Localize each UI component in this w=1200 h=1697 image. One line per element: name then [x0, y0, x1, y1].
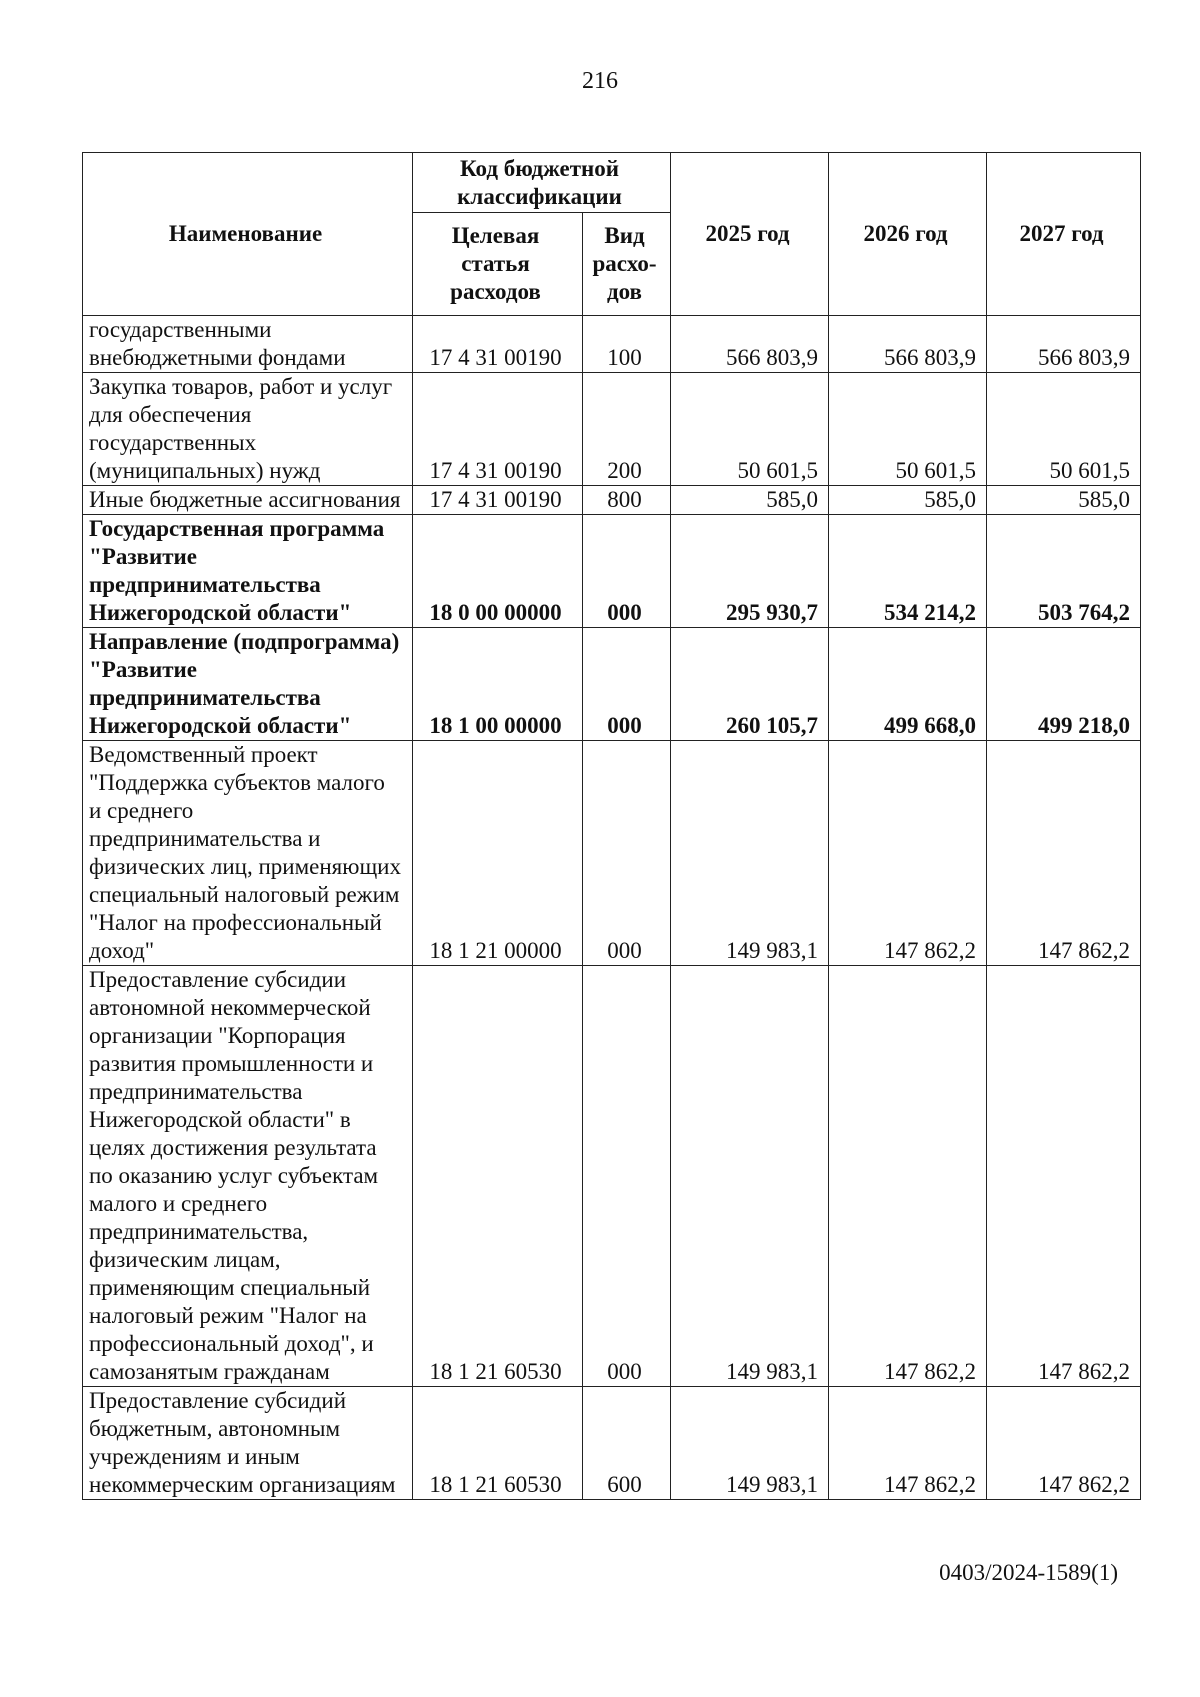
row-type: 000: [583, 628, 671, 741]
row-2025: 149 983,1: [671, 1387, 829, 1500]
header-target-article: Целевая статья расходов: [413, 213, 583, 316]
row-2026: 147 862,2: [829, 966, 987, 1387]
row-2026: 50 601,5: [829, 373, 987, 486]
row-2027: 585,0: [987, 486, 1141, 515]
header-2027: 2027 год: [987, 153, 1141, 316]
row-name: Предоставление субсидии автономной некоммерческой организации "Корпорация развития промышленности и предпринимательства Нижегородской области" в целях достижения результата по оказанию услуг субъектам малого и среднего предпринимательства, физическим лицам, применяющим специальный налоговый режим "Налог на профессиональный доход", и самозанятым гражданам: [83, 966, 413, 1387]
row-2027: 147 862,2: [987, 741, 1141, 966]
row-2027: 499 218,0: [987, 628, 1141, 741]
table-row: [83, 1387, 1141, 1500]
row-code: 17 4 31 00190: [413, 316, 583, 373]
row-2027: 147 862,2: [987, 1387, 1141, 1500]
budget-table: [82, 152, 1141, 1500]
row-type: 000: [583, 741, 671, 966]
row-code: 18 1 00 00000: [413, 628, 583, 741]
row-2026: 147 862,2: [829, 741, 987, 966]
table-row-subprogram: [83, 628, 1141, 741]
row-name: государственными внебюджетными фондами: [83, 316, 413, 373]
row-type: 100: [583, 316, 671, 373]
table-row: [83, 741, 1141, 966]
table-row: [83, 316, 1141, 373]
row-type: 800: [583, 486, 671, 515]
row-code: 17 4 31 00190: [413, 373, 583, 486]
row-name: Ведомственный проект "Поддержка субъектов малого и среднего предпринимательства и физических лиц, применяющих специальный налоговый режим "Налог на профессиональный доход": [83, 741, 413, 966]
row-2026: 566 803,9: [829, 316, 987, 373]
table-row: [83, 373, 1141, 486]
row-2026: 585,0: [829, 486, 987, 515]
row-2025: 585,0: [671, 486, 829, 515]
row-2027: 566 803,9: [987, 316, 1141, 373]
document-id: 0403/2024-1589(1): [939, 1560, 1118, 1585]
row-2025: 149 983,1: [671, 741, 829, 966]
row-2025: 50 601,5: [671, 373, 829, 486]
header-name: Наименование: [83, 153, 413, 316]
row-code: 18 1 21 60530: [413, 966, 583, 1387]
row-2025: 295 930,7: [671, 515, 829, 628]
row-code: 18 1 21 00000: [413, 741, 583, 966]
header-expense-type: Вид расхо-дов: [583, 213, 671, 316]
table-row: [83, 486, 1141, 515]
table-row-program: [83, 515, 1141, 628]
page-number: 216: [582, 68, 618, 94]
row-2025: 149 983,1: [671, 966, 829, 1387]
row-name: Государственная программа "Развитие предпринимательства Нижегородской области": [83, 515, 413, 628]
header-2026: 2026 год: [829, 153, 987, 316]
row-2027: 147 862,2: [987, 966, 1141, 1387]
row-2025: 260 105,7: [671, 628, 829, 741]
header-2025: 2025 год: [671, 153, 829, 316]
row-type: 200: [583, 373, 671, 486]
row-type: 000: [583, 515, 671, 628]
row-code: 18 0 00 00000: [413, 515, 583, 628]
row-2027: 50 601,5: [987, 373, 1141, 486]
row-2026: 499 668,0: [829, 628, 987, 741]
row-type: 000: [583, 966, 671, 1387]
row-2025: 566 803,9: [671, 316, 829, 373]
row-2026: 534 214,2: [829, 515, 987, 628]
table-row: [83, 966, 1141, 1387]
header-budget-classification: Код бюджетной классификации: [413, 153, 671, 213]
row-name: Направление (подпрограмма) "Развитие предпринимательства Нижегородской области": [83, 628, 413, 741]
row-code: 17 4 31 00190: [413, 486, 583, 515]
row-2026: 147 862,2: [829, 1387, 987, 1500]
row-name: Закупка товаров, работ и услуг для обеспечения государственных (муниципальных) нужд: [83, 373, 413, 486]
row-name: Иные бюджетные ассигнования: [83, 486, 413, 515]
row-type: 600: [583, 1387, 671, 1500]
row-2027: 503 764,2: [987, 515, 1141, 628]
row-code: 18 1 21 60530: [413, 1387, 583, 1500]
row-name: Предоставление субсидий бюджетным, автономным учреждениям и иным некоммерческим организациям: [83, 1387, 413, 1500]
